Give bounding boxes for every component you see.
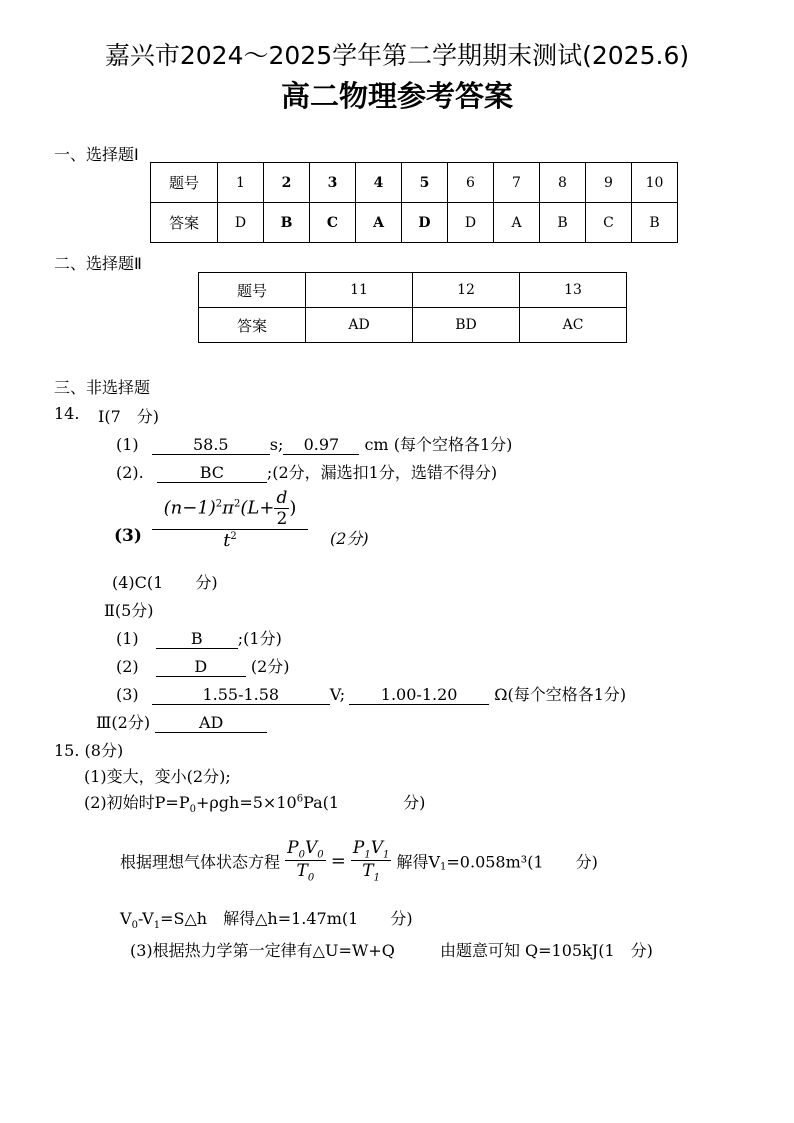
table-cell: D bbox=[448, 203, 494, 243]
table-cell: 1 bbox=[218, 163, 264, 203]
answer-blank: D bbox=[156, 658, 246, 677]
unit-text: cm bbox=[364, 435, 389, 454]
section3-heading: 三、非选择题 bbox=[54, 378, 151, 397]
table-cell: D bbox=[402, 203, 448, 243]
answer-blank: 0.97 bbox=[283, 436, 359, 455]
formula-fraction bbox=[152, 488, 308, 551]
q14-part2-label: Ⅱ(5分) bbox=[104, 601, 154, 620]
formula-numerator: $(n-1)^2\pi^2(L+$ $\frac{d}{2}$ ) bbox=[152, 488, 308, 530]
table-cell: 2 bbox=[264, 163, 310, 203]
formula-denominator: $t^2$ bbox=[223, 530, 237, 551]
table-row bbox=[151, 203, 678, 243]
table-cell: A bbox=[356, 203, 402, 243]
table-cell: C bbox=[586, 203, 632, 243]
q14-part3-line bbox=[96, 710, 267, 733]
item-number: (3) bbox=[116, 685, 139, 704]
section2-heading: 二、选择题Ⅱ bbox=[54, 254, 142, 273]
table-row bbox=[199, 308, 627, 343]
q14-p2-line bbox=[116, 460, 497, 483]
q14-p4-line: (4)C(1 分) bbox=[112, 573, 218, 592]
table-cell: 7 bbox=[494, 163, 540, 203]
answer-blank: B bbox=[156, 630, 238, 649]
score-note: ;(1分) bbox=[237, 629, 282, 648]
item-number: (1) bbox=[116, 435, 139, 454]
table-cell: A bbox=[494, 203, 540, 243]
answer-blank: 1.55-1.58 bbox=[152, 686, 330, 705]
score-note: (2分) bbox=[250, 657, 290, 676]
table-cell: 8 bbox=[540, 163, 586, 203]
answer-blank: AD bbox=[155, 714, 267, 733]
answer-blank: 58.5 bbox=[152, 436, 270, 455]
q15-label: 15. bbox=[54, 741, 80, 760]
score-note: Ω(每个空格各1分) bbox=[494, 685, 627, 704]
table-cell: 13 bbox=[520, 273, 627, 308]
table-cell: C bbox=[310, 203, 356, 243]
table-cell: 10 bbox=[632, 163, 678, 203]
table-row-label: 答案 bbox=[151, 203, 218, 243]
item-number: (2) bbox=[116, 657, 139, 676]
q14-ii-3-line bbox=[116, 682, 626, 705]
q15-line3: 根据理想气体状态方程 $\frac{P_0V_0}{T_0}$ = $\frac{P_1V_1}{T_1}$ 解得$V_1=0.058m^3(1$ 分) bbox=[120, 838, 598, 884]
table-row-label: 题号 bbox=[151, 163, 218, 203]
q15-score: (8分) bbox=[84, 741, 124, 760]
table-cell: BD bbox=[413, 308, 520, 343]
q14-formula bbox=[152, 488, 308, 551]
table-cell: 6 bbox=[448, 163, 494, 203]
formula-fraction: $\frac{P_0V_0}{T_0}$ bbox=[287, 838, 324, 884]
answer-blank: BC bbox=[157, 464, 267, 483]
table-cell: 5 bbox=[402, 163, 448, 203]
section1-heading: 一、选择题Ⅰ bbox=[54, 145, 139, 164]
unit-text: s; bbox=[269, 435, 284, 454]
page-subtitle: 高二物理参考答案 bbox=[280, 79, 513, 113]
table-cell: 12 bbox=[413, 273, 520, 308]
q15-line1: (1)变大，变小(2分); bbox=[84, 767, 231, 786]
q14-ii-2-line bbox=[116, 654, 290, 677]
item-number: (1) bbox=[116, 629, 139, 648]
q15-line5: (3)根据热力学第一定律有△U=W+Q 由题意可知 Q=105kJ(1 分) bbox=[130, 941, 653, 960]
unit-text: V; bbox=[329, 685, 346, 704]
q14-part1-label: Ⅰ(7 分) bbox=[98, 407, 159, 426]
q14-label: 14. bbox=[54, 404, 80, 423]
table-cell: B bbox=[632, 203, 678, 243]
q14-p1-line bbox=[116, 432, 512, 455]
answer-blank: 1.00-1.20 bbox=[349, 686, 489, 705]
table-row bbox=[199, 273, 627, 308]
answer-table-1 bbox=[150, 162, 678, 243]
q14-part3-label: Ⅲ(2分) bbox=[96, 713, 151, 732]
q14-ii-1-line bbox=[116, 626, 282, 649]
item-number: (2). bbox=[116, 463, 144, 482]
table-cell: D bbox=[218, 203, 264, 243]
item-number: (3) bbox=[114, 526, 142, 546]
table-cell: AD bbox=[306, 308, 413, 343]
page-title: 嘉兴市2024～2025学年第二学期期末测试(2025.6) bbox=[104, 41, 690, 70]
formula-fraction: $\frac{P_1V_1}{T_1}$ bbox=[352, 838, 390, 884]
table-cell: 11 bbox=[306, 273, 413, 308]
q15-line4: $V_0-V_1=S\triangle h$ 解得△h=1.47m(1 分) bbox=[120, 909, 413, 932]
table-row bbox=[151, 163, 678, 203]
answer-table-2 bbox=[198, 272, 627, 343]
table-cell: B bbox=[264, 203, 310, 243]
score-note: (每个空格各1分) bbox=[393, 435, 513, 454]
table-cell: 9 bbox=[586, 163, 632, 203]
q15-header bbox=[54, 738, 123, 761]
q15-line2: (2)初始时$P=P_0+\rho gh=5\times 10^6Pa(1$ 分) bbox=[84, 793, 426, 816]
table-row-label: 题号 bbox=[199, 273, 306, 308]
table-cell: B bbox=[540, 203, 586, 243]
table-cell: AC bbox=[520, 308, 627, 343]
table-row-label: 答案 bbox=[199, 308, 306, 343]
score-note: (2分) bbox=[330, 529, 369, 548]
table-cell: 4 bbox=[356, 163, 402, 203]
score-note: ;(2分，漏选扣1分，选错不得分) bbox=[266, 463, 498, 482]
table-cell: 3 bbox=[310, 163, 356, 203]
